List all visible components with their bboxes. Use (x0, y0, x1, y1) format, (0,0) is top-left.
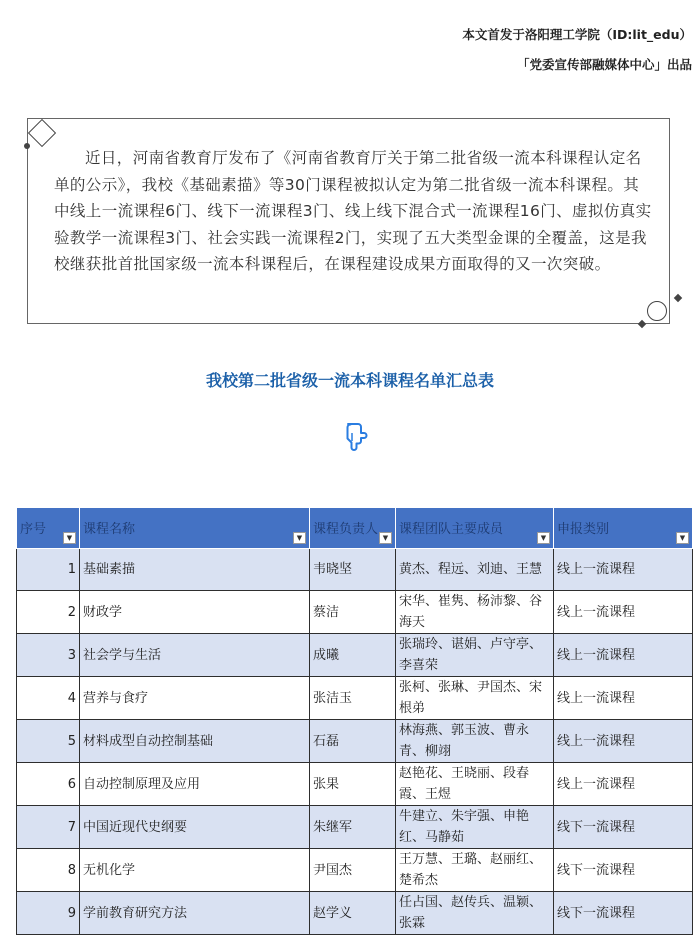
table-row (17, 763, 693, 806)
table-row (17, 849, 693, 892)
row-number: 8 (17, 849, 80, 892)
row-number: 3 (17, 634, 80, 677)
dot-decoration-icon (24, 143, 30, 149)
table-title: 我校第二批省级一流本科课程名单汇总表 (205, 371, 494, 390)
table-row (17, 720, 693, 763)
table-header-row (17, 508, 693, 549)
table-row (17, 634, 693, 677)
team-members: 牛建立、朱宇强、申艳红、马静茹 (396, 806, 554, 849)
header-cell: 课程名称 ▼ (80, 508, 310, 549)
team-members: 张柯、张琳、尹国杰、宋根弟 (396, 677, 554, 720)
team-members: 赵艳花、王晓丽、段春霞、王煜 (396, 763, 554, 806)
course-name: 材料成型自动控制基础 (80, 720, 310, 763)
table-row (17, 806, 693, 849)
team-members: 黄杰、程远、刘迪、王慧 (396, 549, 554, 591)
header-cell: 课程团队主要成员 ▼ (396, 508, 554, 549)
course-lead: 蔡洁 (310, 591, 396, 634)
filter-dropdown-icon[interactable]: ▼ (676, 532, 689, 544)
table-row (17, 892, 693, 935)
course-name: 学前教育研究方法 (80, 892, 310, 935)
courses-table (16, 507, 693, 935)
team-members: 宋华、崔隽、杨沛黎、谷海天 (396, 591, 554, 634)
team-members: 张瑞玲、谌娟、卢守亭、李喜荣 (396, 634, 554, 677)
team-members: 王万慧、王璐、赵丽红、楚希杰 (396, 849, 554, 892)
course-lead: 张洁玉 (310, 677, 396, 720)
header-cell: 课程负责人 ▼ (310, 508, 396, 549)
course-type: 线下一流课程 (554, 806, 693, 849)
course-type: 线上一流课程 (554, 763, 693, 806)
course-lead: 赵学义 (310, 892, 396, 935)
row-number: 1 (17, 549, 80, 591)
source-line-2: 「党委宣传部融媒体中心」出品 (516, 57, 692, 72)
filter-dropdown-icon[interactable]: ▼ (293, 532, 306, 544)
course-lead: 石磊 (310, 720, 396, 763)
header-cell: 申报类别 ▼ (554, 508, 693, 549)
row-number: 6 (17, 763, 80, 806)
course-type: 线下一流课程 (554, 849, 693, 892)
row-number: 5 (17, 720, 80, 763)
course-type: 线上一流课程 (554, 591, 693, 634)
table-row (17, 677, 693, 720)
team-members: 任占国、赵传兵、温颖、张霖 (396, 892, 554, 935)
course-lead: 张果 (310, 763, 396, 806)
row-number: 2 (17, 591, 80, 634)
course-name: 自动控制原理及应用 (80, 763, 310, 806)
filter-dropdown-icon[interactable]: ▼ (63, 532, 76, 544)
source-line-1: 本文首发于洛阳理工学院（ID:lit_edu） (462, 27, 692, 42)
course-name: 社会学与生活 (80, 634, 310, 677)
course-lead: 朱继军 (310, 806, 396, 849)
course-name: 营养与食疗 (80, 677, 310, 720)
diamond-decoration-icon (28, 119, 56, 147)
course-name: 无机化学 (80, 849, 310, 892)
course-name: 基础素描 (80, 549, 310, 591)
course-type: 线上一流课程 (554, 549, 693, 591)
row-number: 9 (17, 892, 80, 935)
course-type: 线上一流课程 (554, 720, 693, 763)
dot-decoration-icon (638, 320, 646, 328)
table-row (17, 549, 693, 591)
course-lead: 尹国杰 (310, 849, 396, 892)
circle-decoration-icon (647, 301, 667, 321)
course-type: 线下一流课程 (554, 892, 693, 935)
table-row (17, 591, 693, 634)
dot-decoration-icon (674, 294, 682, 302)
course-lead: 韦晓坚 (310, 549, 396, 591)
filter-dropdown-icon[interactable]: ▼ (379, 532, 392, 544)
intro-box (27, 118, 670, 324)
course-lead: 成曦 (310, 634, 396, 677)
row-number: 7 (17, 806, 80, 849)
course-name: 财政学 (80, 591, 310, 634)
source-credit (462, 20, 692, 80)
pointing-hand-icon (342, 422, 368, 452)
row-number: 4 (17, 677, 80, 720)
intro-paragraph: 近日，河南省教育厅发布了《河南省教育厅关于第二批省级一流本科课程认定名单的公示》，我校《基础素描》等30门课程被拟认定为第二批省级一流本科课程。其中线上一流课程6门、线下一流课程3门、线上线下混合式一流课程16门、虚拟仿真实验教学一流课程3门、社会实践一流课程2门，实现了五大类型金课的全覆盖，这是我校继获批首批国家级一流本科课程后，在课程建设成果方面取得的又一次突破。 (54, 149, 652, 273)
team-members: 林海燕、郭玉波、曹永青、柳翊 (396, 720, 554, 763)
filter-dropdown-icon[interactable]: ▼ (537, 532, 550, 544)
course-type: 线上一流课程 (554, 677, 693, 720)
course-type: 线上一流课程 (554, 634, 693, 677)
header-cell: 序号 ▼ (17, 508, 80, 549)
course-name: 中国近现代史纲要 (80, 806, 310, 849)
